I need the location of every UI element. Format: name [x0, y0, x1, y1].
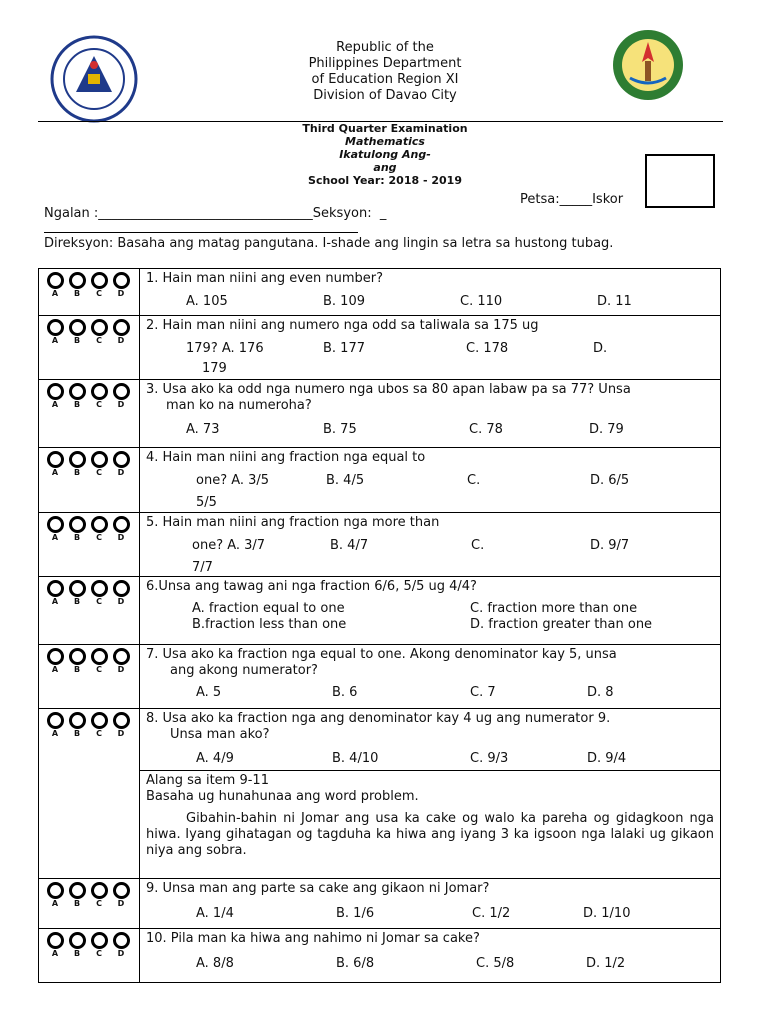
question-1: 1. Hain man niini ang even number? A. 105 B. 109 C. 110 D. 11 — [140, 269, 721, 316]
bubble-d[interactable]: D — [113, 882, 129, 909]
question-7: 7. Usa ako ka fraction nga equal to one. Akong denominator kay 5, unsa ang akong numerator? A. 5 B. 6 C. 7 D. 8 — [140, 645, 721, 709]
bubble-c[interactable]: C — [91, 272, 107, 299]
answer-bubbles — [39, 645, 140, 709]
bubble-c[interactable]: C — [91, 383, 107, 410]
bubble-c[interactable]: C — [91, 319, 107, 346]
question-4: 4. Hain man niini ang fraction nga equal to one? A. 3/5 B. 4/5 C. D. 6/5 5/5 — [140, 448, 721, 513]
question-3: 3. Usa ako ka odd nga numero nga ubos sa 80 apan labaw pa sa 77? Unsa man ko na numeroha? A. 73 B. 75 C. 78 D. 79 — [140, 380, 721, 448]
bubble-c[interactable]: C — [91, 580, 107, 607]
header-block — [250, 40, 520, 104]
bubble-b[interactable]: B — [69, 516, 85, 543]
bubble-a[interactable]: A — [47, 272, 63, 299]
bubble-c[interactable]: C — [91, 712, 107, 739]
bubble-d[interactable]: D — [113, 648, 129, 675]
answer-bubbles — [39, 269, 140, 316]
answer-bubbles — [39, 577, 140, 645]
bubble-c[interactable]: C — [91, 648, 107, 675]
answer-bubbles — [39, 929, 140, 983]
passage-body: Gibahin-bahin ni Jomar ang usa ka cake og walo ka pareha og gidagkoon nga hiwa. Iyang gihatagan og tagduha ka hiwa ang iyang 3 ka igsoon nga lalaki ug gikaon niya ang sobra. — [146, 811, 714, 858]
bubble-b[interactable]: B — [69, 580, 85, 607]
header-line-3: of Education Region XI — [311, 72, 459, 87]
bubble-d[interactable]: D — [113, 516, 129, 543]
bubble-d[interactable]: D — [113, 272, 129, 299]
ngalan-seksyon-field[interactable]: Ngalan :_________________________________Seksyon: _ — [44, 206, 387, 221]
school-year: School Year: 2018 - 2019 — [308, 174, 462, 187]
bubble-a[interactable]: A — [47, 580, 63, 607]
bubble-c[interactable]: C — [91, 932, 107, 959]
question-8: 8. Usa ako ka fraction nga ang denominator kay 4 ug ang numerator 9. Unsa man ako? A. 4/9 B. 4/10 C. 9/3 D. 9/4 — [140, 709, 721, 771]
answer-bubbles — [39, 709, 140, 879]
bubble-a[interactable]: A — [47, 451, 63, 478]
question-table — [38, 268, 721, 983]
bubble-a[interactable]: A — [47, 712, 63, 739]
score-box[interactable] — [645, 154, 715, 208]
header-line-1: Republic of the — [336, 40, 434, 55]
bubble-a[interactable]: A — [47, 516, 63, 543]
davao-division-seal — [604, 28, 692, 102]
bubble-c[interactable]: C — [91, 451, 107, 478]
bubble-c[interactable]: C — [91, 882, 107, 909]
header-line-4: Division of Davao City — [313, 88, 457, 103]
answer-bubbles — [39, 448, 140, 513]
bubble-d[interactable]: D — [113, 932, 129, 959]
exam-subject: Mathematics — [345, 135, 425, 148]
bubble-a[interactable]: A — [47, 882, 63, 909]
bubble-a[interactable]: A — [47, 932, 63, 959]
bubble-d[interactable]: D — [113, 712, 129, 739]
question-9: 9. Unsa man ang parte sa cake ang gikaon ni Jomar? A. 1/4 B. 1/6 C. 1/2 D. 1/10 — [140, 879, 721, 929]
exam-title-block — [250, 122, 520, 187]
bubble-b[interactable]: B — [69, 383, 85, 410]
bubble-c[interactable]: C — [91, 516, 107, 543]
bubble-b[interactable]: B — [69, 648, 85, 675]
deped-seal-icon — [48, 34, 140, 124]
bubble-b[interactable]: B — [69, 882, 85, 909]
bubble-b[interactable]: B — [69, 451, 85, 478]
deped-seal — [48, 34, 140, 124]
bubble-d[interactable]: D — [113, 580, 129, 607]
bubble-a[interactable]: A — [47, 648, 63, 675]
header-line-2: Philippines Department — [308, 56, 462, 71]
bubble-d[interactable]: D — [113, 451, 129, 478]
davao-city-division-seal-icon — [604, 28, 692, 102]
bubble-d[interactable]: D — [113, 319, 129, 346]
exam-quarter-1: Ikatulong Ang- — [339, 148, 431, 161]
exam-quarter-2: ang — [373, 161, 397, 174]
word-problem-passage: Alang sa item 9-11 Basaha ug hunahunaa ang word problem. Gibahin-bahin ni Jomar ang usa ka cake og walo ka pareha og gidagkoon nga hiwa. Iyang gihatagan og tagduha ka hiwa ang iyang 3 ka igsoon nga lalaki ug gikaon niya ang sobra. — [140, 771, 721, 879]
question-6: 6.Unsa ang tawag ani nga fraction 6/6, 5/5 ug 4/4? A. fraction equal to one C. fraction more than one B.fraction less than one D. fraction greater than one — [140, 577, 721, 645]
exam-title: Third Quarter Examination — [302, 122, 468, 135]
question-10: 10. Pila man ka hiwa ang nahimo ni Jomar sa cake? A. 8/8 B. 6/8 C. 5/8 D. 1/2 — [140, 929, 721, 983]
petsa-iskor-field[interactable]: Petsa:_____Iskor — [520, 192, 624, 207]
bubble-d[interactable]: D — [113, 383, 129, 410]
answer-bubbles — [39, 316, 140, 380]
answer-bubbles — [39, 380, 140, 448]
bubble-a[interactable]: A — [47, 383, 63, 410]
question-2: 2. Hain man niini ang numero nga odd sa taliwala sa 175 ug 179? A. 176 B. 177 C. 178 D. 179 — [140, 316, 721, 380]
instructions: Direksyon: Basaha ang matag pangutana. I-shade ang lingin sa letra sa hustong tubag. — [44, 236, 614, 251]
answer-bubbles — [39, 513, 140, 577]
bubble-b[interactable]: B — [69, 272, 85, 299]
bubble-b[interactable]: B — [69, 712, 85, 739]
bubble-b[interactable]: B — [69, 932, 85, 959]
bubble-a[interactable]: A — [47, 319, 63, 346]
answer-bubbles — [39, 879, 140, 929]
question-5: 5. Hain man niini ang fraction nga more than one? A. 3/7 B. 4/7 C. D. 9/7 7/7 — [140, 513, 721, 577]
bubble-b[interactable]: B — [69, 319, 85, 346]
name-divider — [44, 232, 358, 233]
